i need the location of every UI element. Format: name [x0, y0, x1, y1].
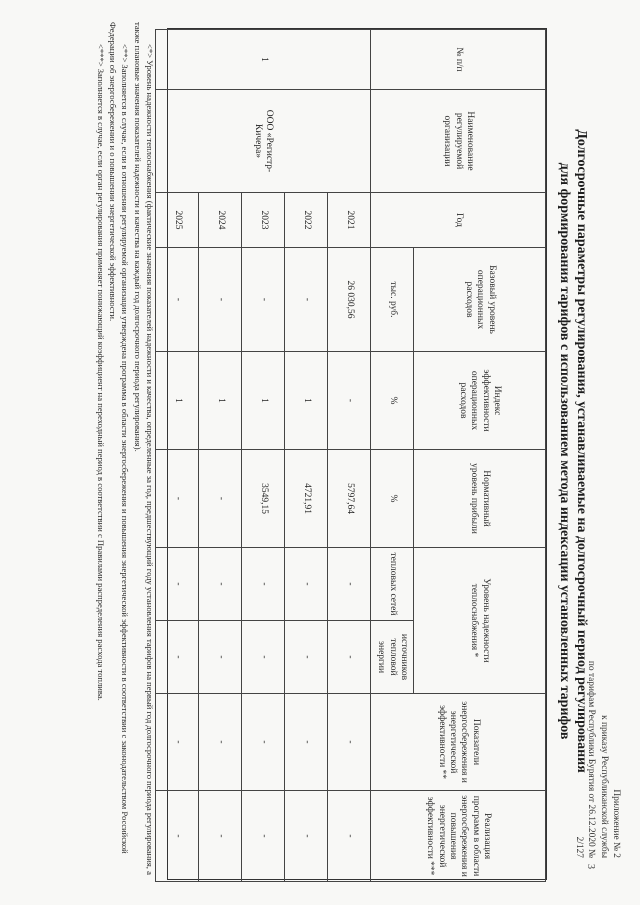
unit-base-expenses: тыс. руб. — [371, 248, 414, 352]
heat-networks-cell: - — [199, 548, 242, 621]
heat-sources-cell: - — [328, 621, 371, 694]
subheader-heat-networks: тепловых сетей — [371, 548, 414, 621]
base-expenses-cell: - — [242, 248, 285, 352]
title-line-1: Долгосрочные параметры регулирования, устанавливаемые на долгосрочный период регулирования — [574, 129, 589, 773]
program-cell: - — [242, 791, 285, 882]
column-header-number: № п/п — [371, 30, 546, 90]
subheader-heat-sources: источников тепловой энергии — [371, 621, 414, 694]
page-number: 3 — [585, 864, 596, 869]
program-cell: - — [199, 791, 242, 882]
energy-efficiency-cell: - — [285, 694, 328, 791]
energy-efficiency-cell: - — [156, 694, 199, 791]
table-row — [328, 30, 371, 882]
program-cell: - — [285, 791, 328, 882]
column-header-year: Год — [371, 193, 546, 248]
unit-profit-level: % — [371, 450, 414, 548]
parameters-table-container — [167, 28, 547, 880]
column-header-program: Реализация программ в области энергосбережения и повышения энергетической эффективности *** — [371, 791, 546, 882]
header-line-2: к приказу Республиканской службы — [598, 715, 609, 858]
energy-efficiency-cell: - — [199, 694, 242, 791]
profit-level-cell: 5797,64 — [328, 450, 371, 548]
row-number: 1 — [156, 30, 371, 90]
heat-networks-cell: - — [285, 548, 328, 621]
program-cell: - — [156, 791, 199, 882]
column-header-profit-level: Нормативный уровень прибыли — [414, 450, 546, 548]
year-cell: 2024 — [199, 193, 242, 248]
profit-level-cell: 3549,15 — [242, 450, 285, 548]
profit-level-cell: 4721,91 — [285, 450, 328, 548]
column-header-base-expenses: Базовый уровень операционных расходов — [414, 248, 546, 352]
energy-efficiency-cell: - — [328, 694, 371, 791]
column-header-organization: Наименование регулируемой организации — [371, 90, 546, 193]
efficiency-index-cell: 1 — [285, 352, 328, 450]
efficiency-index-cell: 1 — [199, 352, 242, 450]
document-title — [556, 14, 589, 888]
base-expenses-cell: - — [285, 248, 328, 352]
heat-networks-cell: - — [156, 548, 199, 621]
footnote-3: <***> Заполняется в случае, если орган регулирования применяет понижающий коэффициент на переходный период в соответствии с Правилами распределения расхода топлива. — [95, 44, 106, 701]
header-line-1: Приложение № 2 — [611, 789, 621, 858]
organization-name: ООО «Регистр-Кичера» — [156, 90, 371, 193]
profit-level-cell: - — [199, 450, 242, 548]
efficiency-index-cell: 1 — [242, 352, 285, 450]
column-header-reliability: Уровень надежности теплоснабжения * — [414, 548, 546, 694]
efficiency-index-cell: 1 — [156, 352, 199, 450]
profit-level-cell: - — [156, 450, 199, 548]
year-cell: 2022 — [285, 193, 328, 248]
footnote-1: <*> Уровень надежности теплоснабжения (фактические значения показателей надежности и качества, определенные за год, предшествующий году установления тарифов на первый год долгосрочного периода регулирования, а также плановые значения показателей надежности и качества на каждый год долгосрочного периода регулирования). — [132, 22, 155, 875]
base-expenses-cell: 26 030,56 — [328, 248, 371, 352]
program-cell: - — [328, 791, 371, 882]
year-cell: 2025 — [156, 193, 199, 248]
heat-sources-cell: - — [199, 621, 242, 694]
footnotes — [95, 22, 156, 884]
column-header-efficiency-index: Индекс эффективности операционных расходов — [414, 352, 546, 450]
heat-sources-cell: - — [156, 621, 199, 694]
energy-efficiency-cell: - — [242, 694, 285, 791]
parameters-table — [155, 29, 546, 882]
heat-sources-cell: - — [242, 621, 285, 694]
heat-sources-cell: - — [285, 621, 328, 694]
title-line-2: для формирования тарифов с использованием метода индексации установленных тарифов — [557, 162, 573, 740]
year-cell: 2021 — [328, 193, 371, 248]
base-expenses-cell: - — [156, 248, 199, 352]
year-cell: 2023 — [242, 193, 285, 248]
column-header-energy-efficiency: Показатели энергосбережения и энергетической эффективности ** — [371, 694, 546, 791]
unit-efficiency-index: % — [371, 352, 414, 450]
heat-networks-cell: - — [242, 548, 285, 621]
base-expenses-cell: - — [199, 248, 242, 352]
heat-networks-cell: - — [328, 548, 371, 621]
header-line-3: по тарифам Республики Бурятия от 26.12.2020 № 2/127 — [573, 660, 597, 858]
footnote-2: <**> Заполняется в случае, если в отношении регулируемой организации утверждена программа в области энергосбережения и повышения энергетической эффективности в соответствии с законодательством Российской Федерации об энергосбережении и о повышении энергетической эффективности. — [108, 22, 131, 854]
efficiency-index-cell: - — [328, 352, 371, 450]
